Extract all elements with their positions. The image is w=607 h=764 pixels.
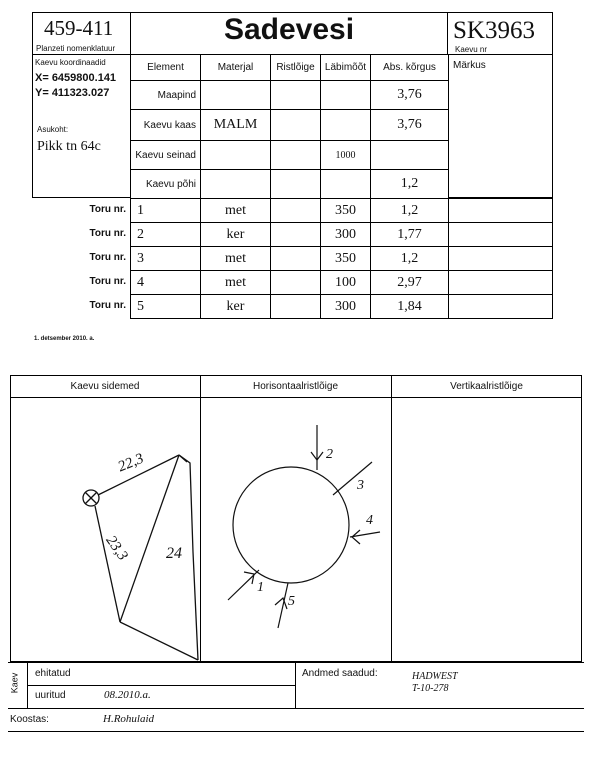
footer-bottom-line xyxy=(8,708,584,709)
pipe-height: 1,2 xyxy=(370,198,449,223)
measured-date: 08.2010.a. xyxy=(104,689,151,701)
sketch-header-vertical: Vertikaalristlõige xyxy=(450,381,523,392)
pipe-label: Toru nr. xyxy=(89,204,126,215)
col-header-cross-section: Ristlõige xyxy=(270,54,321,81)
tie-label-2: 23,3 xyxy=(102,532,131,564)
row-element: Kaevu seinad xyxy=(130,140,201,170)
pipe-material: ker xyxy=(200,222,271,247)
compiled-by: H.Rohulaid xyxy=(103,713,155,725)
pipe-label: Toru nr. xyxy=(89,276,126,287)
tie-label-1: 22,3 xyxy=(115,450,147,476)
col-header-remarks: Märkus xyxy=(453,60,486,71)
pipe-mark-4: 4 xyxy=(366,513,373,528)
row-diameter: 1000 xyxy=(320,140,371,170)
pipe-diameter: 350 xyxy=(320,198,371,223)
row-material: MALM xyxy=(200,109,271,141)
kaev-label: Kaev xyxy=(9,672,20,694)
pipe-number: 1 xyxy=(130,198,201,223)
pipe-label: Toru nr. xyxy=(89,300,126,311)
footer-last-line xyxy=(8,731,584,732)
row-height: 3,76 xyxy=(370,80,449,110)
data-source-1: HADWEST xyxy=(412,671,458,682)
coordinates-label: Kaevu koordinaadid xyxy=(35,58,106,67)
col-header-diameter: Läbimõõt xyxy=(320,54,371,81)
pipe-number: 5 xyxy=(130,294,201,319)
location-value: Pikk tn 64c xyxy=(37,139,101,154)
pipe-number: 4 xyxy=(130,270,201,295)
row-height: 1,2 xyxy=(370,169,449,199)
page-title: Sadevesi xyxy=(223,13,355,46)
pipe-height: 1,77 xyxy=(370,222,449,247)
pipe-number: 2 xyxy=(130,222,201,247)
footer-col-divider xyxy=(295,662,296,708)
nomenclature-label: Planzeti nomenklatuur xyxy=(36,44,116,53)
built-label: ehitatud xyxy=(35,668,71,679)
pipe-height: 1,84 xyxy=(370,294,449,319)
tie-label-3: 24 xyxy=(166,545,182,562)
pipe-diameter: 350 xyxy=(320,246,371,271)
col-header-abs-height: Abs. kõrgus xyxy=(370,54,449,81)
location-label: Asukoht: xyxy=(37,125,69,134)
pipe-height: 1,2 xyxy=(370,246,449,271)
row-element: Kaevu kaas xyxy=(130,109,201,141)
pipe-mark-3: 3 xyxy=(357,478,364,493)
compiled-label: Koostas: xyxy=(10,714,49,725)
coord-x: X= 6459800.141 xyxy=(35,72,117,84)
pipe-label: Toru nr. xyxy=(89,252,126,263)
coord-y: Y= 411323.027 xyxy=(35,87,110,99)
pipe-diameter: 100 xyxy=(320,270,371,295)
well-cross-section-icon xyxy=(233,467,349,583)
pipe-height: 2,97 xyxy=(370,270,449,295)
col-header-material: Materjal xyxy=(200,54,271,81)
row-element: Maapind xyxy=(130,80,201,110)
pipe-material: ker xyxy=(200,294,271,319)
pipe-diameter: 300 xyxy=(320,294,371,319)
pipe-diameter: 300 xyxy=(320,222,371,247)
row-height: 3,76 xyxy=(370,109,449,141)
data-source-2: T-10-278 xyxy=(412,683,449,694)
pipe-mark-5: 5 xyxy=(288,594,295,609)
row-element: Kaevu põhi xyxy=(130,169,201,199)
footer-top-line xyxy=(8,662,584,663)
pipe-label: Toru nr. xyxy=(89,228,126,239)
col-header-element: Element xyxy=(130,54,201,81)
data-source-label: Andmed saadud: xyxy=(302,668,378,679)
pipe-material: met xyxy=(200,198,271,223)
nomenclature: 459-411 xyxy=(44,16,114,40)
pipe-material: met xyxy=(200,270,271,295)
footer-mid-line xyxy=(27,685,295,686)
sketch-header-ties: Kaevu sidemed xyxy=(70,381,140,392)
pipe-mark-1: 1 xyxy=(257,580,264,595)
well-number: SK3963 xyxy=(453,17,535,44)
document-date: 1. detsember 2010. a. xyxy=(34,336,95,342)
well-number-label: Kaevu nr xyxy=(455,45,488,54)
pipe-material: met xyxy=(200,246,271,271)
sketch-header-horizontal: Horisontaalristlõige xyxy=(252,381,339,392)
pipe-mark-2: 2 xyxy=(326,447,333,462)
pipe-number: 3 xyxy=(130,246,201,271)
measured-label: uuritud xyxy=(35,690,66,701)
